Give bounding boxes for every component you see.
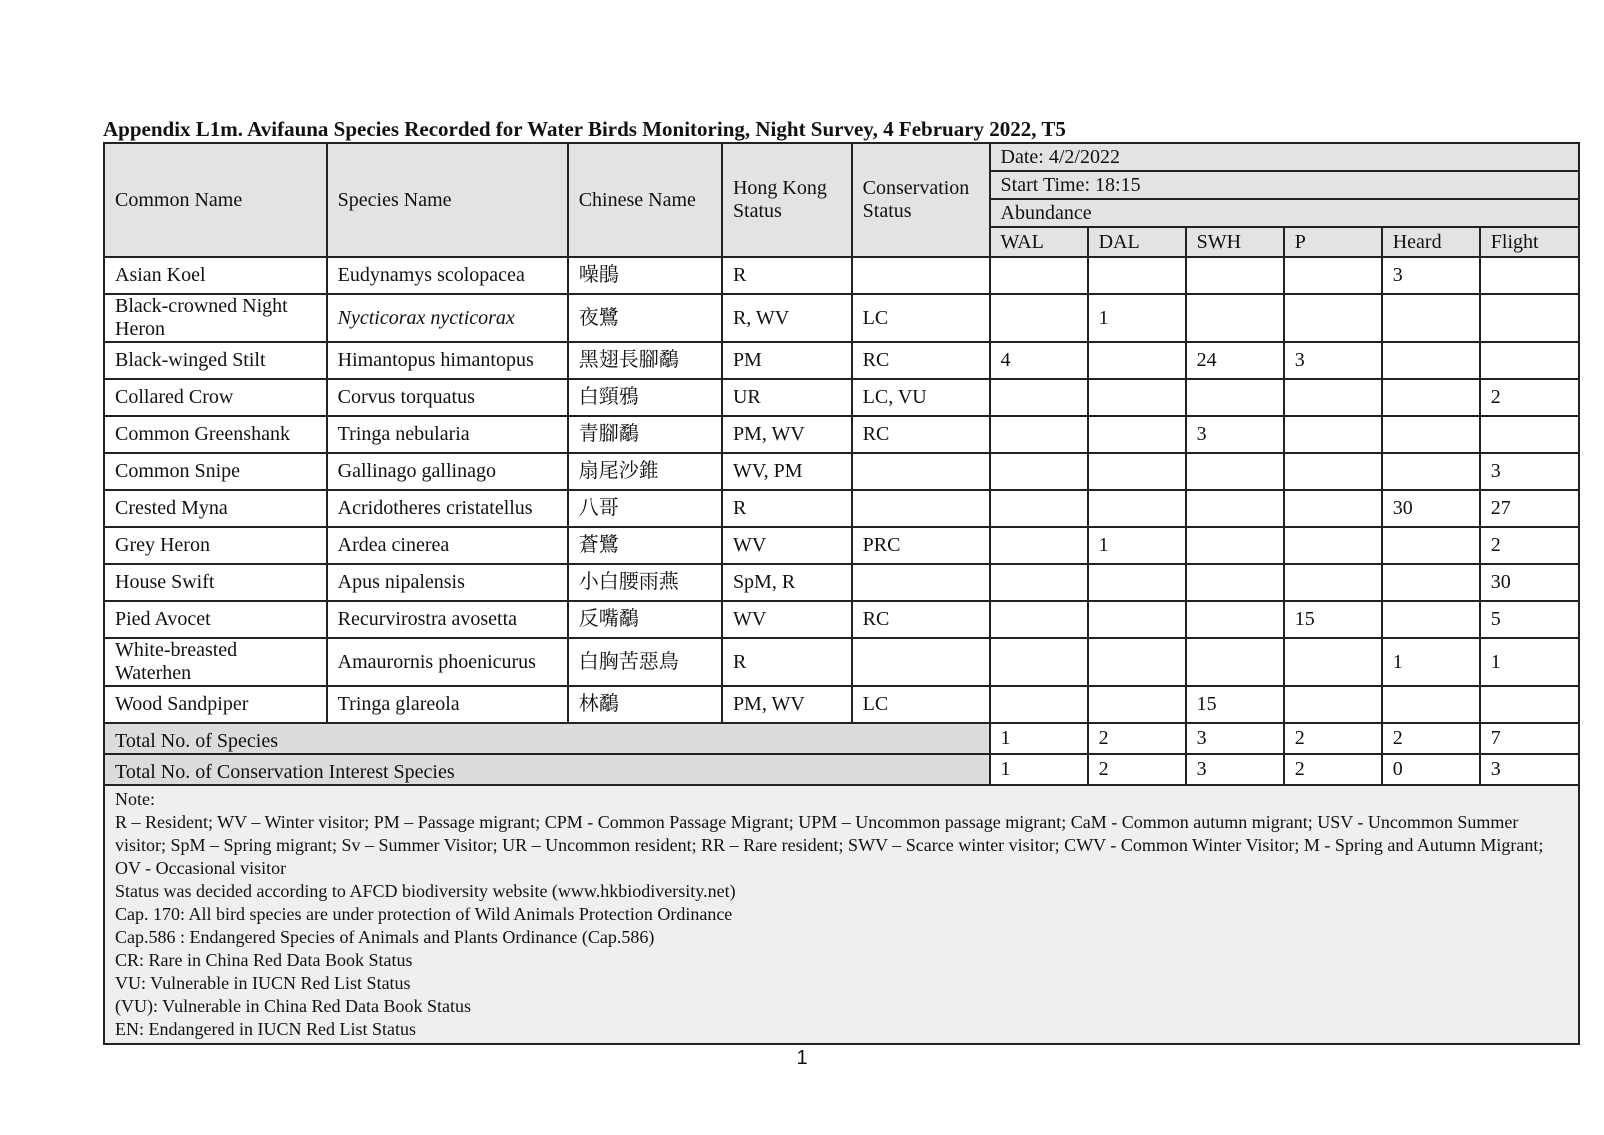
hk-status-cell: R bbox=[722, 490, 852, 527]
chinese-name-cell: 小白腰雨燕 bbox=[568, 564, 722, 601]
count-cell-p bbox=[1284, 490, 1382, 527]
count-cell-heard: 30 bbox=[1382, 490, 1480, 527]
total-species-wal: 1 bbox=[990, 723, 1088, 754]
header-common-name: Common Name bbox=[104, 143, 327, 257]
common-name-cell: Grey Heron bbox=[104, 527, 327, 564]
total-species-heard: 2 bbox=[1382, 723, 1480, 754]
total-conservation-p: 2 bbox=[1284, 754, 1382, 785]
total-species-p: 2 bbox=[1284, 723, 1382, 754]
header-date: Date: 4/2/2022 bbox=[990, 143, 1579, 171]
conservation-status-cell: RC bbox=[852, 416, 990, 453]
header-site-flight: Flight bbox=[1480, 227, 1579, 257]
count-cell-wal bbox=[990, 490, 1088, 527]
count-cell-heard bbox=[1382, 416, 1480, 453]
common-name-cell: House Swift bbox=[104, 564, 327, 601]
table-row bbox=[104, 257, 1579, 294]
count-cell-dal bbox=[1088, 564, 1186, 601]
species-name-cell: Tringa glareola bbox=[327, 686, 568, 723]
page-number: 1 bbox=[796, 1047, 808, 1069]
count-cell-wal bbox=[990, 294, 1088, 342]
chinese-name-cell: 夜鷺 bbox=[568, 294, 722, 342]
common-name-cell: Crested Myna bbox=[104, 490, 327, 527]
count-cell-swh bbox=[1186, 527, 1284, 564]
table-row bbox=[104, 453, 1579, 490]
conservation-status-cell bbox=[852, 564, 990, 601]
header-abundance: Abundance bbox=[990, 199, 1579, 227]
count-cell-dal: 1 bbox=[1088, 527, 1186, 564]
count-cell-flight: 3 bbox=[1480, 453, 1579, 490]
count-cell-heard: 3 bbox=[1382, 257, 1480, 294]
count-cell-swh: 3 bbox=[1186, 416, 1284, 453]
common-name-cell: Pied Avocet bbox=[104, 601, 327, 638]
note-cap170: Cap. 170: All bird species are under protection of Wild Animals Protection Ordinance bbox=[115, 904, 733, 924]
species-name-cell: Recurvirostra avosetta bbox=[327, 601, 568, 638]
count-cell-wal bbox=[990, 379, 1088, 416]
hk-status-cell: WV bbox=[722, 601, 852, 638]
common-name-cell: Wood Sandpiper bbox=[104, 686, 327, 723]
count-cell-p bbox=[1284, 686, 1382, 723]
hk-status-cell: R bbox=[722, 638, 852, 686]
hk-status-cell: PM bbox=[722, 342, 852, 379]
hk-status-cell: R, WV bbox=[722, 294, 852, 342]
common-name-cell: Collared Crow bbox=[104, 379, 327, 416]
count-cell-flight: 2 bbox=[1480, 527, 1579, 564]
hk-status-cell: PM, WV bbox=[722, 686, 852, 723]
hk-status-cell: UR bbox=[722, 379, 852, 416]
header-site-swh: SWH bbox=[1186, 227, 1284, 257]
count-cell-wal bbox=[990, 416, 1088, 453]
count-cell-flight: 5 bbox=[1480, 601, 1579, 638]
chinese-name-cell: 反嘴鷸 bbox=[568, 601, 722, 638]
common-name-cell: White-breasted Waterhen bbox=[104, 638, 327, 686]
species-name-cell: Ardea cinerea bbox=[327, 527, 568, 564]
table-row bbox=[104, 527, 1579, 564]
conservation-status-cell: RC bbox=[852, 601, 990, 638]
chinese-name-cell: 白頸鴉 bbox=[568, 379, 722, 416]
note-cap586: Cap.586 : Endangered Species of Animals and Plants Ordinance (Cap.586) bbox=[115, 927, 655, 947]
count-cell-p: 3 bbox=[1284, 342, 1382, 379]
header-site-wal: WAL bbox=[990, 227, 1088, 257]
count-cell-swh bbox=[1186, 601, 1284, 638]
count-cell-swh bbox=[1186, 453, 1284, 490]
count-cell-flight bbox=[1480, 294, 1579, 342]
total-conservation-label: Total No. of Conservation Interest Species bbox=[104, 754, 990, 785]
note-heading: Note: bbox=[115, 789, 155, 809]
count-cell-dal bbox=[1088, 601, 1186, 638]
species-rows bbox=[104, 257, 1579, 723]
count-cell-wal bbox=[990, 601, 1088, 638]
species-name-cell: Amaurornis phoenicurus bbox=[327, 638, 568, 686]
table-row bbox=[104, 379, 1579, 416]
count-cell-swh bbox=[1186, 257, 1284, 294]
header-chinese-name: Chinese Name bbox=[568, 143, 722, 257]
conservation-status-cell: LC bbox=[852, 686, 990, 723]
chinese-name-cell: 白胸苦惡鳥 bbox=[568, 638, 722, 686]
conservation-status-cell bbox=[852, 257, 990, 294]
count-cell-heard bbox=[1382, 379, 1480, 416]
header-conservation-status: Conservation Status bbox=[852, 143, 990, 257]
count-cell-heard bbox=[1382, 342, 1480, 379]
count-cell-heard bbox=[1382, 527, 1480, 564]
table-row bbox=[104, 638, 1579, 686]
hk-status-cell: R bbox=[722, 257, 852, 294]
count-cell-heard bbox=[1382, 564, 1480, 601]
count-cell-heard bbox=[1382, 601, 1480, 638]
total-conservation-dal: 2 bbox=[1088, 754, 1186, 785]
conservation-status-cell: RC bbox=[852, 342, 990, 379]
chinese-name-cell: 扇尾沙錐 bbox=[568, 453, 722, 490]
note-cr: CR: Rare in China Red Data Book Status bbox=[115, 950, 413, 970]
count-cell-dal bbox=[1088, 342, 1186, 379]
notes-section bbox=[104, 785, 1579, 1044]
conservation-status-cell bbox=[852, 490, 990, 527]
header-site-heard: Heard bbox=[1382, 227, 1480, 257]
common-name-cell: Asian Koel bbox=[104, 257, 327, 294]
table-row bbox=[104, 294, 1579, 342]
count-cell-dal: 1 bbox=[1088, 294, 1186, 342]
hk-status-cell: SpM, R bbox=[722, 564, 852, 601]
count-cell-flight bbox=[1480, 686, 1579, 723]
common-name-cell: Black-crowned Night Heron bbox=[104, 294, 327, 342]
count-cell-wal bbox=[990, 564, 1088, 601]
count-cell-p bbox=[1284, 257, 1382, 294]
count-cell-flight: 27 bbox=[1480, 490, 1579, 527]
chinese-name-cell: 噪鵑 bbox=[568, 257, 722, 294]
table-row bbox=[104, 686, 1579, 723]
count-cell-swh bbox=[1186, 379, 1284, 416]
header-site-dal: DAL bbox=[1088, 227, 1186, 257]
count-cell-wal bbox=[990, 638, 1088, 686]
total-species-dal: 2 bbox=[1088, 723, 1186, 754]
count-cell-swh bbox=[1186, 564, 1284, 601]
hk-status-cell: PM, WV bbox=[722, 416, 852, 453]
conservation-status-cell bbox=[852, 638, 990, 686]
species-name-cell: Gallinago gallinago bbox=[327, 453, 568, 490]
table-row bbox=[104, 564, 1579, 601]
count-cell-flight bbox=[1480, 416, 1579, 453]
table-row bbox=[104, 601, 1579, 638]
hk-status-cell: WV, PM bbox=[722, 453, 852, 490]
count-cell-swh: 24 bbox=[1186, 342, 1284, 379]
header-species-name: Species Name bbox=[327, 143, 568, 257]
conservation-status-cell bbox=[852, 453, 990, 490]
count-cell-dal bbox=[1088, 638, 1186, 686]
count-cell-flight: 2 bbox=[1480, 379, 1579, 416]
count-cell-wal: 4 bbox=[990, 342, 1088, 379]
count-cell-p bbox=[1284, 379, 1382, 416]
species-name-cell: Tringa nebularia bbox=[327, 416, 568, 453]
count-cell-swh bbox=[1186, 490, 1284, 527]
chinese-name-cell: 黑翅長腳鷸 bbox=[568, 342, 722, 379]
count-cell-dal bbox=[1088, 416, 1186, 453]
species-name-cell: Apus nipalensis bbox=[327, 564, 568, 601]
count-cell-flight: 30 bbox=[1480, 564, 1579, 601]
count-cell-heard bbox=[1382, 294, 1480, 342]
count-cell-p bbox=[1284, 416, 1382, 453]
count-cell-p bbox=[1284, 527, 1382, 564]
total-conservation-flight: 3 bbox=[1480, 754, 1579, 785]
count-cell-p bbox=[1284, 294, 1382, 342]
common-name-cell: Common Snipe bbox=[104, 453, 327, 490]
hk-status-cell: WV bbox=[722, 527, 852, 564]
count-cell-swh bbox=[1186, 638, 1284, 686]
conservation-status-cell: LC bbox=[852, 294, 990, 342]
species-name-cell: Nycticorax nycticorax bbox=[327, 294, 568, 342]
count-cell-swh: 15 bbox=[1186, 686, 1284, 723]
count-cell-p: 15 bbox=[1284, 601, 1382, 638]
chinese-name-cell: 蒼鷺 bbox=[568, 527, 722, 564]
conservation-status-cell: PRC bbox=[852, 527, 990, 564]
count-cell-p bbox=[1284, 638, 1382, 686]
header-site-p: P bbox=[1284, 227, 1382, 257]
table-row bbox=[104, 416, 1579, 453]
note-vu: VU: Vulnerable in IUCN Red List Status bbox=[115, 973, 411, 993]
count-cell-heard bbox=[1382, 686, 1480, 723]
table-row bbox=[104, 490, 1579, 527]
count-cell-wal bbox=[990, 453, 1088, 490]
count-cell-p bbox=[1284, 564, 1382, 601]
header-hk-status: Hong Kong Status bbox=[722, 143, 852, 257]
count-cell-dal bbox=[1088, 379, 1186, 416]
count-cell-dal bbox=[1088, 490, 1186, 527]
count-cell-flight bbox=[1480, 342, 1579, 379]
total-species-label: Total No. of Species bbox=[104, 723, 990, 754]
count-cell-heard bbox=[1382, 453, 1480, 490]
count-cell-heard: 1 bbox=[1382, 638, 1480, 686]
count-cell-wal bbox=[990, 686, 1088, 723]
header-start-time: Start Time: 18:15 bbox=[990, 171, 1579, 199]
count-cell-swh bbox=[1186, 294, 1284, 342]
total-species-swh: 3 bbox=[1186, 723, 1284, 754]
species-name-cell: Acridotheres cristatellus bbox=[327, 490, 568, 527]
count-cell-dal bbox=[1088, 686, 1186, 723]
total-species-flight: 7 bbox=[1480, 723, 1579, 754]
chinese-name-cell: 八哥 bbox=[568, 490, 722, 527]
species-name-cell: Eudynamys scolopacea bbox=[327, 257, 568, 294]
note-vu-china: (VU): Vulnerable in China Red Data Book Status bbox=[115, 996, 472, 1016]
conservation-status-cell: LC, VU bbox=[852, 379, 990, 416]
species-name-cell: Corvus torquatus bbox=[327, 379, 568, 416]
total-conservation-wal: 1 bbox=[990, 754, 1088, 785]
chinese-name-cell: 林鷸 bbox=[568, 686, 722, 723]
note-afcd: Status was decided according to AFCD biodiversity website (www.hkbiodiversity.net) bbox=[115, 881, 736, 901]
common-name-cell: Common Greenshank bbox=[104, 416, 327, 453]
common-name-cell: Black-winged Stilt bbox=[104, 342, 327, 379]
count-cell-flight: 1 bbox=[1480, 638, 1579, 686]
count-cell-flight bbox=[1480, 257, 1579, 294]
count-cell-dal bbox=[1088, 257, 1186, 294]
count-cell-p bbox=[1284, 453, 1382, 490]
page-title: Appendix L1m. Avifauna Species Recorded for Water Birds Monitoring, Night Survey, 4 February 2022, T5 bbox=[103, 117, 1066, 141]
species-table bbox=[103, 142, 1580, 1045]
count-cell-wal bbox=[990, 257, 1088, 294]
species-name-cell: Himantopus himantopus bbox=[327, 342, 568, 379]
chinese-name-cell: 青腳鷸 bbox=[568, 416, 722, 453]
note-status-codes: R – Resident; WV – Winter visitor; PM – Passage migrant; CPM - Common Passage Migrant; UPM – Uncommon passage migrant; CaM - Common autumn migrant; USV - Uncommon Summer visitor; SpM – Spring migrant; Sv – Summer Visitor; UR – Uncommon resident; RR – Rare resident; SWV – Scarce winter visitor; CWV - Common Winter Visitor; M - Spring and Autumn Migrant; OV - Occasional visitor bbox=[115, 812, 1544, 878]
count-cell-wal bbox=[990, 527, 1088, 564]
total-conservation-heard: 0 bbox=[1382, 754, 1480, 785]
count-cell-dal bbox=[1088, 453, 1186, 490]
total-conservation-swh: 3 bbox=[1186, 754, 1284, 785]
note-en: EN: Endangered in IUCN Red List Status bbox=[115, 1019, 416, 1039]
table-row bbox=[104, 342, 1579, 379]
